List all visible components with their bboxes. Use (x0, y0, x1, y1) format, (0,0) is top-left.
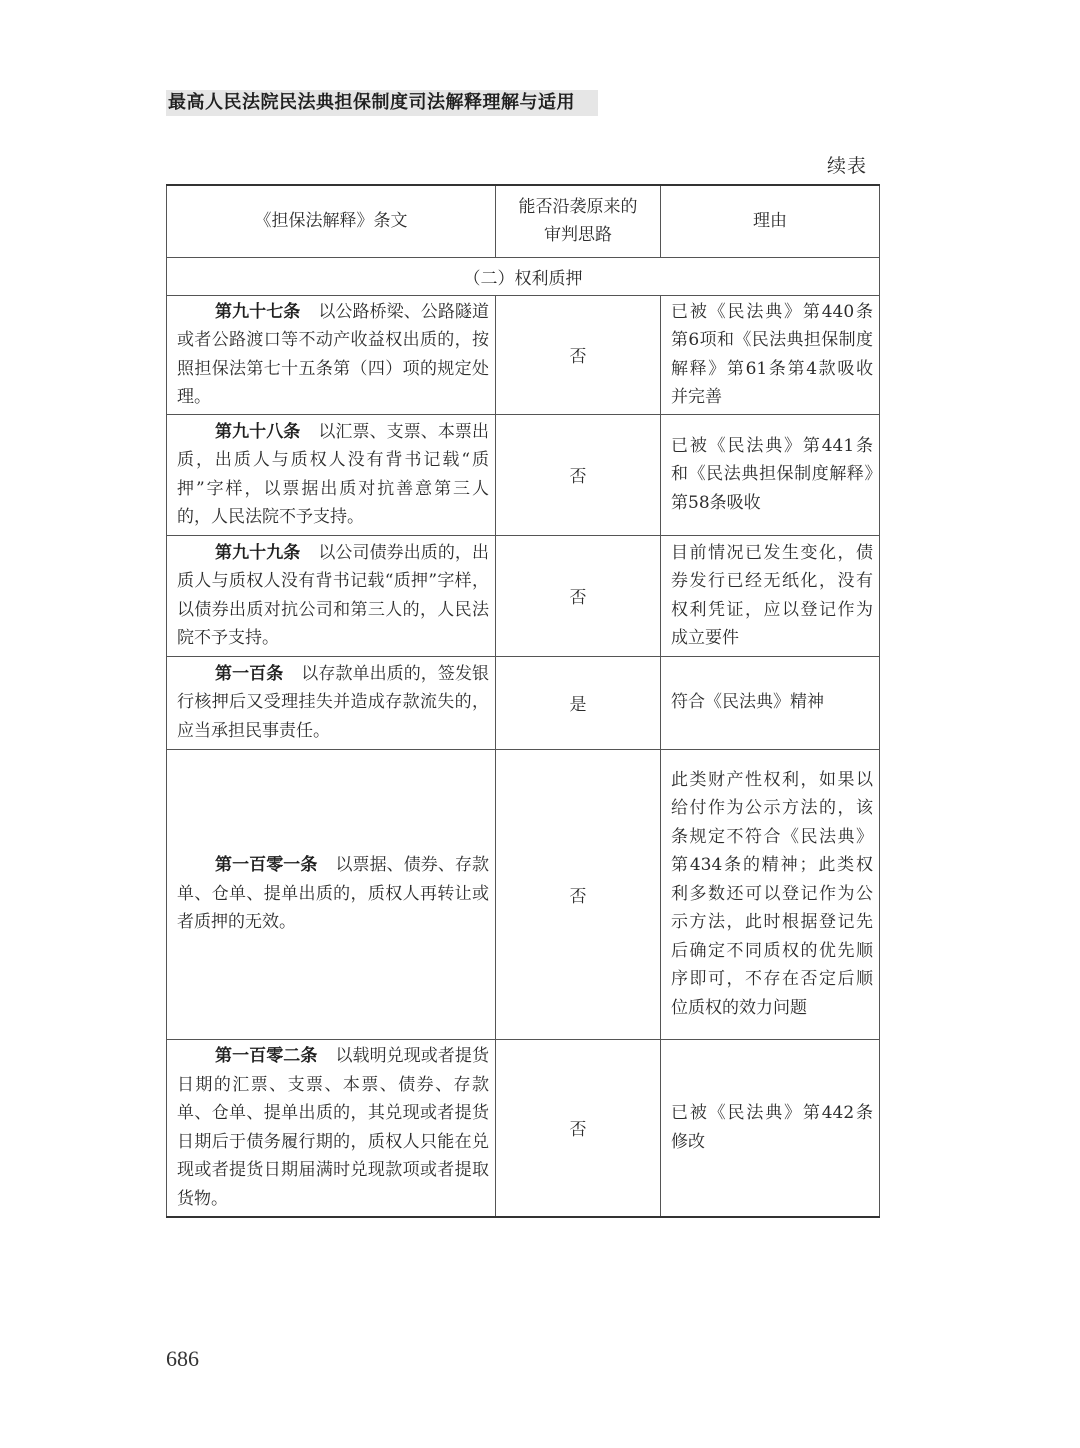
column-header-reason: 理由 (661, 185, 880, 257)
column-header-continuity (496, 185, 661, 257)
comparison-table (166, 184, 880, 1218)
clause-number: 第九十七条 (215, 301, 301, 322)
clause-text: 以票据、债券、存款单、仓单、提单出质的，质权人再转让或者质押的无效。 (177, 855, 490, 933)
clause-number: 第一百条 (215, 663, 284, 684)
clause-cell (167, 535, 496, 656)
reason-text: 已被《民法典》第442条修改 (661, 1039, 880, 1217)
clause-cell (167, 414, 496, 535)
reason-text: 符合《民法典》精神 (661, 656, 880, 749)
clause-text: 以汇票、支票、本票出质，出质人与质权人没有背书记载“质押”字样，以票据出质对抗善意第三人的，人民法院不予支持。 (177, 421, 490, 527)
clause-text: 以公司债券出质的，出质人与质权人没有背书记载“质押”字样，以债券出质对抗公司和第三人的，人民法院不予支持。 (177, 542, 490, 648)
table-row (167, 535, 880, 656)
clause-number: 第九十九条 (215, 542, 301, 563)
clause-cell (167, 295, 496, 414)
table-row (167, 1039, 880, 1217)
clause-number: 第一百零二条 (215, 1046, 318, 1067)
table-row (167, 295, 880, 414)
clause-cell (167, 656, 496, 749)
reason-text: 已被《民法典》第440条第6项和《民法典担保制度解释》第61条第4款吸收并完善 (661, 295, 880, 414)
clause-text: 以存款单出质的，签发银行核押后又受理挂失并造成存款流失的，应当承担民事责任。 (177, 663, 490, 741)
clause-cell (167, 1039, 496, 1217)
continued-table-label: 续表 (826, 155, 867, 177)
clause-cell (167, 749, 496, 1039)
continuity-answer: 否 (496, 1039, 661, 1217)
column-header-clause: 《担保法解释》条文 (167, 185, 496, 257)
clause-number: 第九十八条 (215, 421, 301, 442)
continuity-answer: 是 (496, 656, 661, 749)
page-number: 686 (166, 1346, 199, 1371)
clause-number: 第一百零一条 (215, 855, 318, 876)
section-row (167, 257, 880, 295)
clause-text: 以公路桥梁、公路隧道或者公路渡口等不动产收益权出质的，按照担保法第七十五条第（四）项的规定处理。 (177, 301, 490, 407)
clause-text: 以载明兑现或者提货日期的汇票、支票、本票、债券、存款单、仓单、提单出质的，其兑现或者提货日期后于债务履行期的，质权人只能在兑现或者提货日期届满时兑现款项或者提取货物。 (177, 1046, 490, 1209)
reason-text: 已被《民法典》第441条和《民法典担保制度解释》第58条吸收 (661, 414, 880, 535)
continuity-answer: 否 (496, 295, 661, 414)
running-title: 最高人民法院民法典担保制度司法解释理解与适用 (166, 90, 598, 116)
table-header-row (167, 185, 880, 257)
continuity-answer: 否 (496, 414, 661, 535)
table-row (167, 656, 880, 749)
column-header-continuity-text: 能否沿袭原来的审判思路 (518, 197, 638, 246)
reason-text: 目前情况已发生变化，债券发行已经无纸化，没有权利凭证，应以登记作为成立要件 (661, 535, 880, 656)
section-title: （二）权利质押 (167, 257, 880, 295)
continuity-answer: 否 (496, 535, 661, 656)
reason-text: 此类财产性权利，如果以给付作为公示方法的，该条规定不符合《民法典》第434条的精神；此类权利多数还可以登记作为公示方法，此时根据登记先后确定不同质权的优先顺序即可，不存在否定后顺位质权的效力问题 (661, 749, 880, 1039)
continuity-answer: 否 (496, 749, 661, 1039)
table-row (167, 749, 880, 1039)
table-row (167, 414, 880, 535)
